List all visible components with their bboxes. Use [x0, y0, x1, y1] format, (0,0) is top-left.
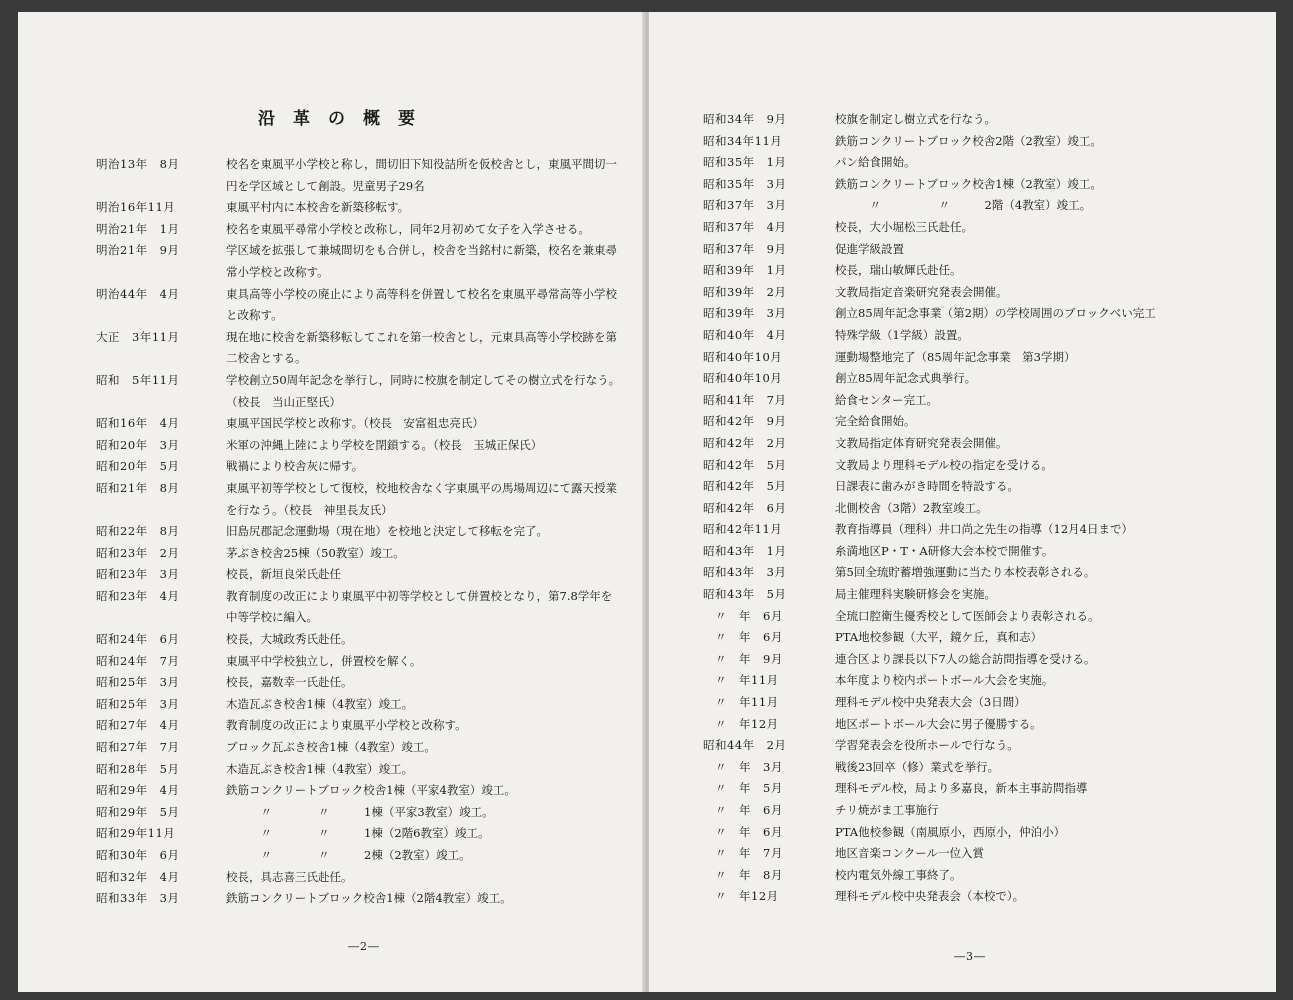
history-entry — [703, 390, 1263, 412]
entry-description: 校長，新垣良栄氏赴任 — [226, 567, 341, 582]
history-entry — [703, 455, 1263, 477]
entry-date: 昭和40年10月 — [703, 349, 783, 364]
history-entry — [96, 435, 636, 457]
entry-date: 〃 年 5月 — [703, 781, 783, 796]
entry-date: 昭和35年 3月 — [703, 176, 787, 191]
entry-date: 〃 年 9月 — [703, 651, 783, 666]
entry-description: 創立85周年記念事業（第2期）の学校周囲のブロックべい完工 — [835, 306, 1156, 321]
entry-date: 〃 年 8月 — [703, 867, 783, 882]
history-entry — [96, 154, 636, 197]
entry-description: 特殊学級（1学級）設置。 — [835, 327, 969, 342]
entry-date: 〃 年 6月 — [703, 608, 783, 623]
entry-description: 東風平村内に本校舎を新築移転す。 — [226, 200, 410, 215]
entry-description: 教育制度の改正により東風平小学校と改称す。 — [226, 718, 467, 733]
entry-description: 米軍の沖縄上陸により学校を閉鎖する。（校長 玉城正保氏） — [226, 437, 543, 452]
entry-description: 鉄筋コンクリートブロック校舎1棟（2教室）竣工。 — [835, 176, 1102, 191]
entry-description: 地区音楽コンクール一位入賞 — [835, 846, 985, 861]
history-entry — [703, 865, 1263, 887]
entry-date: 昭和39年 3月 — [703, 306, 787, 321]
history-entry — [96, 413, 636, 435]
history-entry — [96, 219, 636, 241]
entry-date: 昭和42年 9月 — [703, 414, 787, 429]
entry-description: 北側校舎（3階）2教室竣工。 — [835, 500, 988, 515]
entry-date: 昭和28年 5月 — [96, 761, 180, 776]
entry-date: 昭和23年 4月 — [96, 588, 180, 603]
history-entry — [703, 498, 1263, 520]
history-entry — [96, 327, 636, 370]
history-entry — [703, 627, 1263, 649]
entry-description: 教育制度の改正により東風平中初等学校として併置校となり，第7.8学年を — [226, 588, 613, 603]
entry-description: 旧島尻郡記念運動場（現在地）を校地と決定して移転を完了。 — [226, 524, 548, 539]
entry-date: 明治13年 8月 — [96, 157, 180, 171]
entry-date: 昭和34年 9月 — [703, 112, 787, 126]
entry-description: 学校創立50周年記念を挙行し，同時に校旗を制定してその樹立式を行なう。 — [226, 372, 621, 387]
entry-date: 昭和42年 5月 — [703, 479, 787, 494]
entry-description: 学習発表会を役所ホールで行なう。 — [835, 738, 1019, 753]
entry-description: 〃 〃 1棟（2階6教室）竣工。 — [226, 826, 490, 841]
entry-description: 文教局より理科モデル校の指定を受ける。 — [835, 457, 1053, 472]
entry-date: 昭和40年 4月 — [703, 327, 787, 342]
entry-date: 昭和25年 3月 — [96, 696, 180, 711]
right-page — [649, 12, 1276, 992]
entry-description: 戦後23回卒（修）業式を挙行。 — [835, 759, 1000, 774]
entry-date: 昭和37年 4月 — [703, 219, 787, 234]
history-entry — [703, 368, 1263, 390]
entry-date: 昭和42年 6月 — [703, 500, 787, 515]
history-entry — [96, 240, 636, 283]
history-entry — [703, 886, 1263, 908]
entry-date: 〃 年 6月 — [703, 803, 783, 817]
entry-date: 明治21年 9月 — [96, 243, 180, 258]
history-entry — [703, 800, 1263, 822]
entry-date: 昭和 5年11月 — [96, 372, 180, 387]
entry-description: 茅ぶき校舎25棟（50教室）竣工。 — [226, 545, 405, 560]
entry-date: 昭和27年 7月 — [96, 740, 180, 755]
entry-description: PTA他校参観（南風原小，西原小，仲泊小） — [835, 824, 1066, 839]
entry-description: を行なう。（校長 神里長友氏） — [226, 502, 393, 517]
history-entry — [96, 521, 636, 543]
entry-description: 局主催理科実験研修会を実施。 — [835, 587, 996, 602]
entry-date: 〃 年11月 — [703, 673, 779, 688]
entry-date: 昭和40年10月 — [703, 371, 783, 386]
entry-description: 完全給食開始。 — [835, 414, 916, 429]
history-entry — [703, 757, 1263, 779]
history-entry — [96, 759, 636, 781]
book-spread — [18, 12, 1276, 992]
entry-date: 昭和39年 1月 — [703, 263, 787, 278]
history-entry — [703, 131, 1263, 153]
entry-description: 校長，大城政秀氏赴任。 — [226, 632, 353, 647]
history-entry — [703, 476, 1263, 498]
entry-date: 〃 年12月 — [703, 889, 779, 904]
entry-description: 文教局指定音楽研究発表会開催。 — [835, 284, 1008, 299]
entry-date: 昭和42年11月 — [703, 522, 783, 537]
entry-date: 昭和43年 3月 — [703, 565, 787, 580]
entry-date: 昭和29年 5月 — [96, 804, 180, 819]
history-entry — [703, 195, 1263, 217]
history-entry — [96, 586, 636, 629]
entry-date: 昭和44年 2月 — [703, 738, 787, 753]
entry-date: 昭和16年 4月 — [96, 416, 180, 431]
entry-date: 昭和33年 3月 — [96, 891, 180, 906]
history-entry — [96, 802, 636, 824]
entry-description: 東風平初等学校として復校，校地校舎なく字東風平の馬場周辺にて露天授業 — [226, 480, 617, 495]
entry-description: と改称す。 — [226, 308, 283, 323]
entry-description: 〃 〃 2棟（2教室）竣工。 — [226, 848, 471, 862]
entry-date: 〃 年11月 — [703, 695, 779, 710]
history-entry — [703, 519, 1263, 541]
history-entry — [96, 845, 636, 867]
entry-description: 文教局指定体育研究発表会開催。 — [835, 435, 1008, 450]
entry-description: 全琉口腔衛生優秀校として医師会より表彰される。 — [835, 608, 1100, 623]
entry-date: 昭和32年 4月 — [96, 869, 180, 884]
history-entry — [96, 672, 636, 694]
history-entry — [703, 606, 1263, 628]
entry-date: 昭和37年 9月 — [703, 241, 787, 256]
history-entry — [703, 152, 1263, 174]
history-entry — [96, 867, 636, 889]
entry-date: 昭和22年 8月 — [96, 524, 180, 539]
history-list-left — [96, 154, 636, 910]
history-entry — [96, 564, 636, 586]
history-entry — [703, 822, 1263, 844]
entry-description: 現在地に校舎を新築移転してこれを第一校舎とし，元東具高等小学校跡を第 — [226, 329, 617, 344]
entry-date: 昭和24年 6月 — [96, 632, 180, 647]
history-entry — [703, 562, 1263, 584]
history-entry — [96, 543, 636, 565]
entry-date: 昭和37年 3月 — [703, 198, 787, 213]
entry-date: 〃 年 7月 — [703, 846, 783, 861]
entry-description: 校内電気外線工事終了。 — [835, 867, 962, 882]
entry-description: 運動場整地完了（85周年記念事業 第3学期） — [835, 349, 1076, 364]
entry-date: 明治44年 4月 — [96, 286, 180, 301]
entry-description: 東風平中学校独立し，併置校を解く。 — [226, 653, 422, 668]
history-entry — [96, 197, 636, 219]
history-entry — [703, 303, 1263, 325]
entry-description: 理科モデル校中央発表会（本校で）。 — [835, 889, 1025, 904]
entry-description: 校長，嘉数幸一氏赴任。 — [226, 675, 353, 690]
history-entry — [703, 843, 1263, 865]
entry-description: 校長，大小堀松三氏赴任。 — [835, 219, 973, 234]
entry-date: 昭和27年 4月 — [96, 718, 180, 733]
entry-description: 中等学校に編入。 — [226, 610, 318, 625]
history-entry — [96, 737, 636, 759]
entry-description: PTA地校参観（大平，鏡ケ丘，真和志） — [835, 630, 1043, 645]
left-page — [18, 12, 647, 992]
entry-date: 大正 3年11月 — [96, 329, 180, 344]
entry-date: 〃 年 3月 — [703, 759, 783, 774]
entry-date: 昭和41年 7月 — [703, 392, 787, 407]
entry-date: 昭和29年11月 — [96, 826, 176, 841]
entry-date: 昭和29年 4月 — [96, 783, 180, 798]
entry-description: 理科モデル校，局より多嘉良，新本主事訪問指導 — [835, 781, 1088, 796]
history-entry — [703, 282, 1263, 304]
entry-description: 二校舎とする。 — [226, 351, 307, 366]
history-entry — [703, 735, 1263, 757]
history-list-right — [703, 109, 1263, 908]
entry-description: 校名を東風平小学校と称し，間切旧下知役詰所を仮校舎とし，東風平間切一 — [226, 157, 617, 171]
entry-description: 理科モデル校中央発表大会（3日間） — [835, 695, 1026, 710]
history-entry — [96, 651, 636, 673]
entry-description: 木造瓦ぶき校舎1棟（4教室）竣工。 — [226, 696, 414, 711]
entry-description: 促進学級設置 — [835, 241, 904, 256]
entry-description: 学区域を拡張して兼城間切をも合併し，校舎を当銘村に新築，校名を兼東尋 — [226, 243, 617, 258]
entry-date: 昭和43年 5月 — [703, 587, 787, 602]
history-entry — [703, 325, 1263, 347]
history-entry — [703, 217, 1263, 239]
entry-description: ブロック瓦ぶき校舎1棟（4教室）竣工。 — [226, 740, 436, 755]
entry-description: 〃 〃 1棟（平家3教室）竣工。 — [226, 804, 494, 819]
entry-date: 明治21年 1月 — [96, 221, 180, 236]
entry-description: 鉄筋コンクリートブロック校舎1棟（2階4教室）竣工。 — [226, 891, 512, 906]
history-entry — [96, 715, 636, 737]
entry-description: 本年度より校内ポートボール大会を実施。 — [835, 673, 1054, 688]
entry-date: 昭和42年 5月 — [703, 457, 787, 472]
entry-date: 昭和20年 3月 — [96, 437, 180, 452]
entry-date: 昭和34年11月 — [703, 133, 783, 148]
history-entry — [96, 456, 636, 478]
entry-description: 日課表に歯みがき時間を特設する。 — [835, 479, 1019, 494]
history-entry — [703, 347, 1263, 369]
history-entry — [96, 370, 636, 413]
entry-date: 昭和20年 5月 — [96, 459, 180, 474]
entry-date: 昭和42年 2月 — [703, 435, 787, 450]
entry-date: 昭和23年 2月 — [96, 545, 180, 560]
history-entry — [96, 694, 636, 716]
entry-description: 校名を東風平尋常小学校と改称し，同年2月初めて女子を入学させる。 — [226, 221, 590, 236]
entry-description: 校長，瑞山敏輝氏赴任。 — [835, 263, 962, 278]
entry-description: 創立85周年記念式典挙行。 — [835, 371, 977, 386]
page-number-right: ―3― — [954, 950, 986, 963]
entry-date: 〃 年 6月 — [703, 824, 783, 839]
history-entry — [703, 239, 1263, 261]
page-title: 沿革の概要 — [258, 109, 433, 129]
entry-description: 給食センター完工。 — [835, 392, 939, 407]
history-entry — [96, 478, 636, 521]
entry-description: 校長，具志喜三氏赴任。 — [226, 869, 353, 884]
history-entry — [703, 411, 1263, 433]
history-entry — [703, 584, 1263, 606]
history-entry — [96, 780, 636, 802]
entry-date: 昭和43年 1月 — [703, 543, 787, 558]
history-entry — [703, 109, 1263, 131]
entry-date: 昭和24年 7月 — [96, 653, 180, 668]
entry-date: 昭和21年 8月 — [96, 480, 180, 495]
history-entry — [96, 823, 636, 845]
entry-description: チリ焼がま工事施行 — [835, 803, 939, 817]
entry-description: （校長 当山正堅氏） — [226, 394, 341, 409]
history-entry — [703, 692, 1263, 714]
entry-description: 校旗を制定し樹立式を行なう。 — [835, 112, 996, 126]
entry-date: 昭和35年 1月 — [703, 155, 787, 170]
history-entry — [703, 778, 1263, 800]
entry-description: 連合区より課長以下7人の総合訪問指導を受ける。 — [835, 651, 1096, 666]
history-entry — [96, 284, 636, 327]
entry-description: 糸満地区P・T・A研修大会本校で開催す。 — [835, 543, 1054, 558]
history-entry — [703, 649, 1263, 671]
entry-description: 東風平国民学校と改称す。（校長 安富祖忠亮氏） — [226, 416, 484, 431]
entry-date: 昭和39年 2月 — [703, 284, 787, 299]
history-entry — [96, 888, 636, 910]
entry-date: 明治16年11月 — [96, 200, 176, 215]
entry-description: 東具高等小学校の廃止により高等科を併置して校名を東風平尋常高等小学校 — [226, 286, 617, 301]
history-entry — [703, 714, 1263, 736]
history-entry — [703, 260, 1263, 282]
entry-description: パン給食開始。 — [835, 155, 916, 170]
entry-description: 第5回全琉貯蓄増強運動に当たり本校表彰される。 — [835, 565, 1096, 580]
entry-description: 鉄筋コンクリートブロック校舎1棟（平家4教室）竣工。 — [226, 783, 516, 798]
entry-description: 〃 〃 2階（4教室）竣工。 — [835, 198, 1092, 213]
entry-description: 円を学区域として創設。児童男子29名 — [226, 178, 425, 193]
entry-description: 鉄筋コンクリートブロック校舎2階（2教室）竣工。 — [835, 133, 1102, 148]
entry-description: 教育指導員（理科）井口尚之先生の指導（12月4日まで） — [835, 522, 1133, 537]
entry-date: 昭和30年 6月 — [96, 848, 180, 862]
entry-date: 昭和23年 3月 — [96, 567, 180, 582]
entry-date: 〃 年 6月 — [703, 630, 783, 645]
entry-description: 戦禍により校舎灰に帰す。 — [226, 459, 364, 474]
history-entry — [703, 670, 1263, 692]
entry-date: 昭和25年 3月 — [96, 675, 180, 690]
entry-description: 常小学校と改称す。 — [226, 264, 329, 279]
history-entry — [703, 433, 1263, 455]
entry-description: 地区ポートボール大会に男子優勝する。 — [835, 716, 1042, 731]
page-number-left: ―2― — [348, 940, 380, 953]
history-entry — [703, 174, 1263, 196]
history-entry — [703, 541, 1263, 563]
entry-date: 〃 年12月 — [703, 716, 779, 731]
history-entry — [96, 629, 636, 651]
entry-description: 木造瓦ぶき校舎1棟（4教室）竣工。 — [226, 761, 414, 776]
